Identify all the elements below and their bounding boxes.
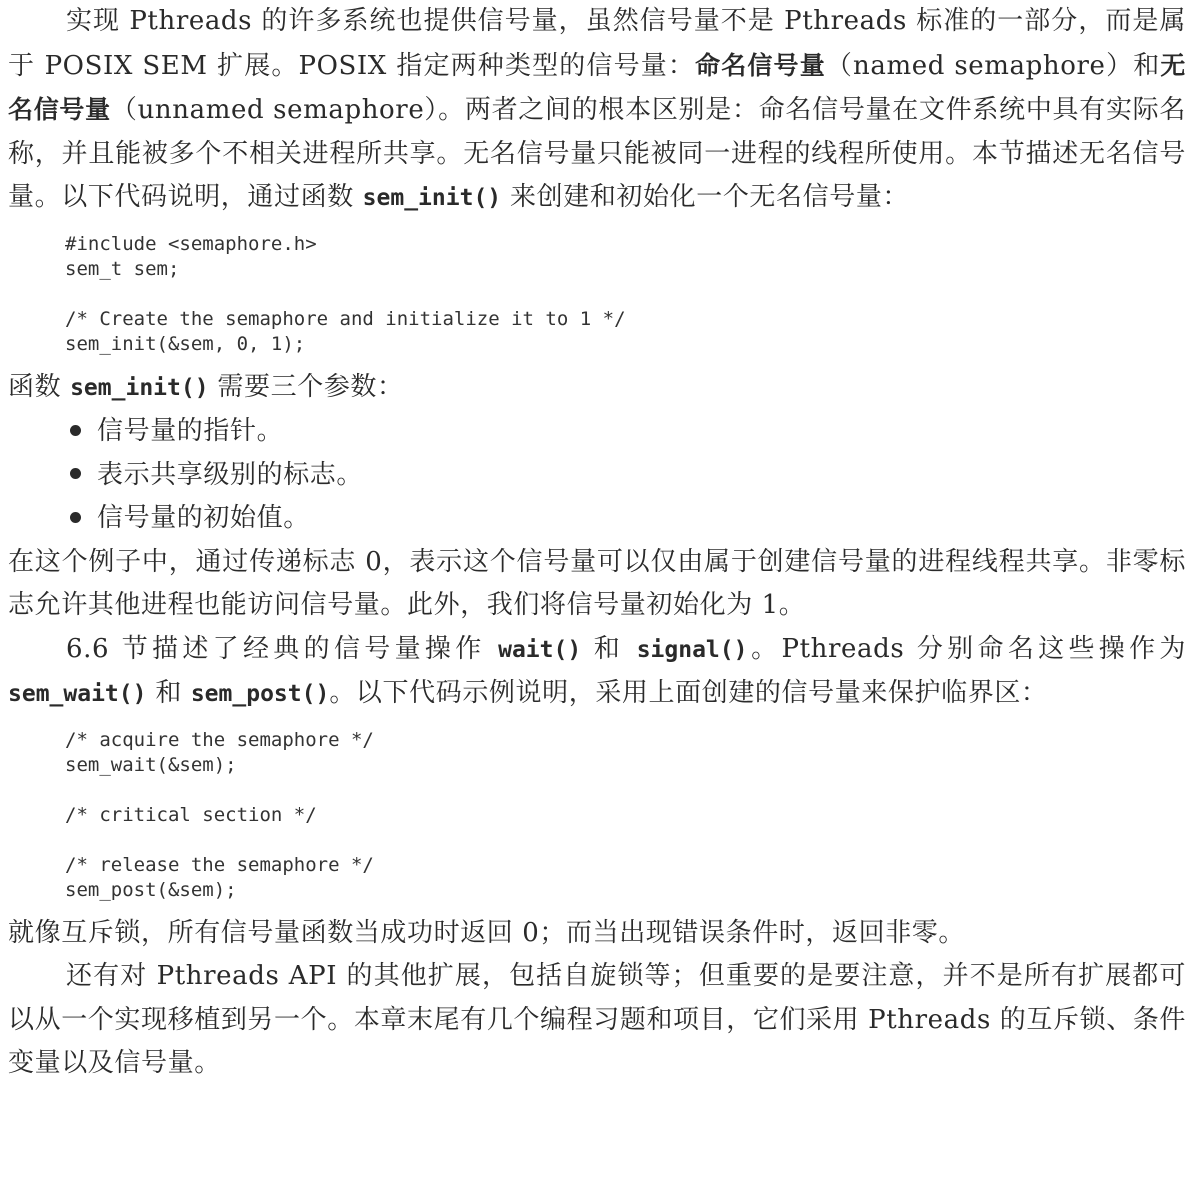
paragraph-params (8, 366, 1186, 411)
code-line: sem_wait(&sem); (65, 753, 237, 776)
code-line: #include <semaphore.h> (65, 232, 317, 255)
code-comment: /* release the semaphore */ (65, 853, 374, 876)
list-item (70, 410, 1186, 454)
term-named-semaphore: 命名信号量 (695, 50, 826, 80)
code-line: sem_init(&sem, 0, 1); (65, 332, 306, 355)
code-line: sem_t sem; (65, 257, 180, 280)
paragraph-example: 在这个例子中，通过传递标志 0，表示这个信号量可以仅由属于创建信号量的进程线程共享。非零标志允许其他进程也能访问信号量。此外，我们将信号量初始化为 1。 (8, 546, 1186, 620)
inline-code-sem-wait: sem_wait() (8, 681, 147, 707)
paragraph-text: 6.6 节描述了经典的信号量操作 (66, 633, 499, 664)
paragraph-intro (8, 0, 1186, 221)
code-block-sem-init (8, 232, 1186, 357)
paragraph-operations (8, 628, 1186, 717)
list-item-text: 信号量的初始值。 (97, 503, 310, 533)
paragraph-return-values: 就像互斥锁，所有信号量函数当成功时返回 0；而当出现错误条件时，返回非零。 (8, 917, 966, 948)
paragraph-text: （unnamed semaphore）。两者之间的根本区别是：命名信号量在文件系统中具有实际名称，并且能被多个不相关进程所共享。无名信号量只能被同一进程的线程所使用。本节描述无名信号量。以下代码说明，通过函数 (8, 95, 1186, 212)
code-comment: /* Create the semaphore and initialize it to 1 */ (65, 307, 626, 330)
inline-code-signal: signal() (636, 636, 748, 663)
paragraph-text: 需要三个参数： (208, 371, 404, 402)
paragraph-text: 和 (146, 678, 191, 708)
inline-code-sem-init: sem_init() (362, 185, 502, 211)
code-block-critical-section (8, 728, 1186, 903)
inline-code-sem-post: sem_post() (190, 681, 330, 707)
paragraph-text: （named semaphore）和 (825, 50, 1161, 81)
list-item (70, 497, 1186, 541)
paragraph-text: 来创建和初始化一个无名信号量： (501, 182, 910, 212)
inline-code-wait: wait() (498, 636, 582, 663)
list-item (70, 454, 1186, 498)
paragraph-text: 。Pthreads 分别命名这些操作为 (747, 633, 1186, 664)
list-item-text: 表示共享级别的标志。 (97, 459, 364, 490)
paragraph-text: 。以下代码示例说明，采用上面创建的信号量来保护临界区： (329, 678, 1048, 708)
parameter-list (8, 410, 1186, 541)
paragraph-text: 函数 (8, 371, 71, 402)
inline-code-sem-init: sem_init() (70, 374, 209, 401)
code-comment: /* acquire the semaphore */ (65, 728, 374, 751)
bullet-icon (70, 512, 81, 523)
bullet-icon (70, 425, 81, 436)
paragraph-text: 和 (581, 633, 637, 664)
term-unnamed-semaphore: 无名信号量 (8, 50, 1186, 124)
bullet-icon (70, 468, 81, 479)
paragraph-extensions: 还有对 Pthreads API 的其他扩展，包括自旋锁等；但重要的是要注意，并不是所有扩展都可以从一个实现移植到另一个。本章末尾有几个编程习题和项目，它们采用 Pthreads 的互斥锁、条件变量以及信号量。 (8, 961, 1186, 1078)
code-line: sem_post(&sem); (65, 878, 237, 901)
code-comment: /* critical section */ (65, 803, 317, 826)
paragraph-text: 实现 Pthreads 的许多系统也提供信号量，虽然信号量不是 Pthreads 标准的一部分，而是属于 POSIX SEM 扩展。POSIX 指定两种类型的信号量： (8, 6, 1186, 81)
list-item-text: 信号量的指针。 (97, 416, 284, 446)
